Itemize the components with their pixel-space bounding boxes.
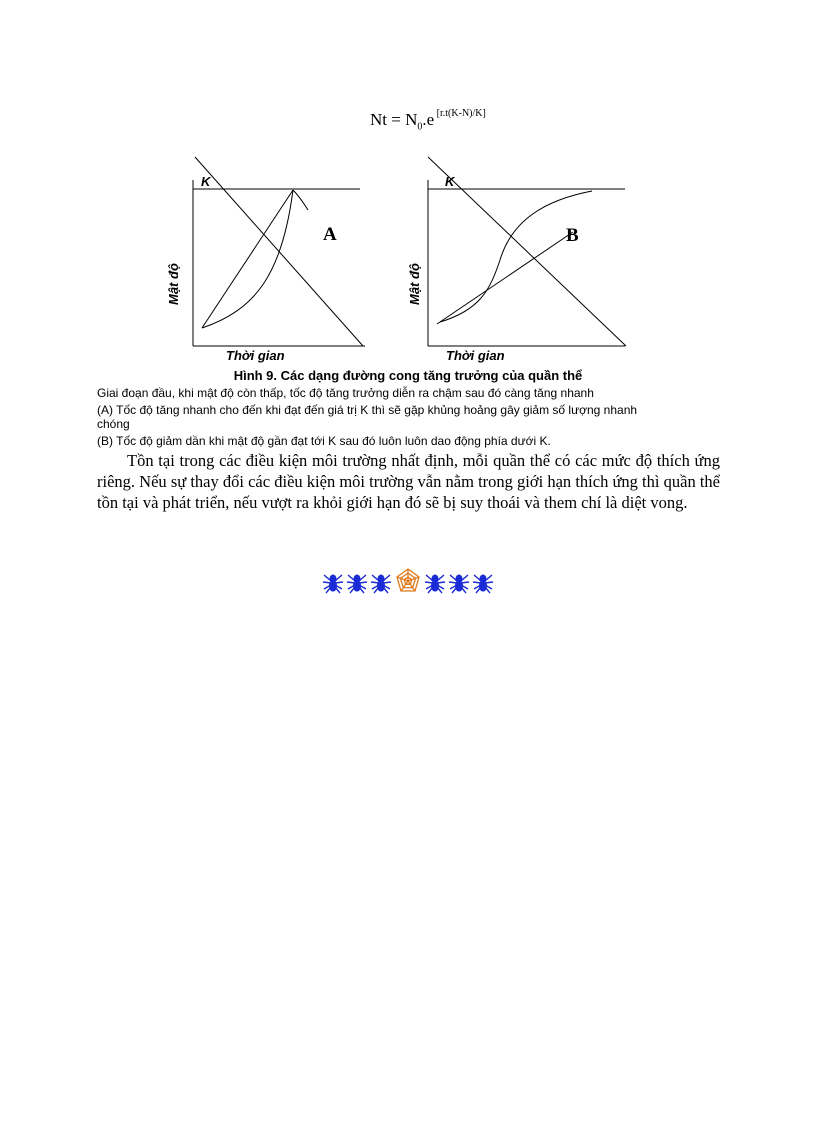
formula-lhs: Nt = N [370,110,418,129]
formula-exponent: [r.t(K-N)/K] [434,108,486,120]
spider-icon [371,575,391,593]
x-axis-label: Thời gian [446,348,505,363]
figure-letter-a: A [323,224,337,245]
ornament-divider [318,568,498,596]
caption-line-1: Giai đoạn đầu, khi mật độ còn thấp, tốc độ tăng trưởng diễn ra chậm sau đó càng tăng nhanh [97,386,594,400]
spider-icon [425,575,445,593]
body-paragraph: Tồn tại trong các điều kiện môi trường nhất định, mỗi quần thể có các mức độ thích ứng riêng. Nếu sự thay đổi các điều kiện môi trường vẫn nằm trong giới hạn thích ứng thì quần thể tồn tại và phát triển, nếu vượt ra khỏi giới hạn đó sẽ bị suy thoái và them chí là diệt vong. [97,451,720,512]
caption-line-4: (B) Tốc độ giảm dần khi mật độ gần đạt tới K sau đó luôn luôn dao động phía dưới K. [97,434,551,448]
spider-icon [323,575,343,593]
figure-b-logistic-curve [400,150,635,365]
y-axis-label: Mật độ [407,263,422,305]
sigmoid-curve [440,191,592,322]
y-axis-label: Mật độ [166,263,181,305]
caption-line-2: (A) Tốc độ tăng nhanh cho đến khi đạt đến giá trị K thì sẽ gặp khủng hoảng gây giảm số lượng nhanh [97,403,638,417]
spider-icon [473,575,493,593]
spider-icon [449,575,469,593]
crash-curve [293,190,308,210]
spider-web-icon [397,569,419,591]
diagonal-line [428,157,626,346]
figure-letter-b: B [566,225,579,246]
figure-caption-title: Hình 9. Các dạng đường cong tăng trưởng của quần thể [233,368,583,383]
k-label: K [445,174,455,189]
spider-icon [347,575,367,593]
formula-base: .e [422,110,435,129]
x-axis-label: Thời gian [226,348,285,363]
growth-formula [370,110,486,132]
k-label: K [201,174,211,189]
formula-subscript: 0 [417,121,423,133]
caption-line-3: chóng [97,417,130,431]
figure-a-exponential-curve [160,150,370,365]
straight-growth-line [202,190,293,328]
